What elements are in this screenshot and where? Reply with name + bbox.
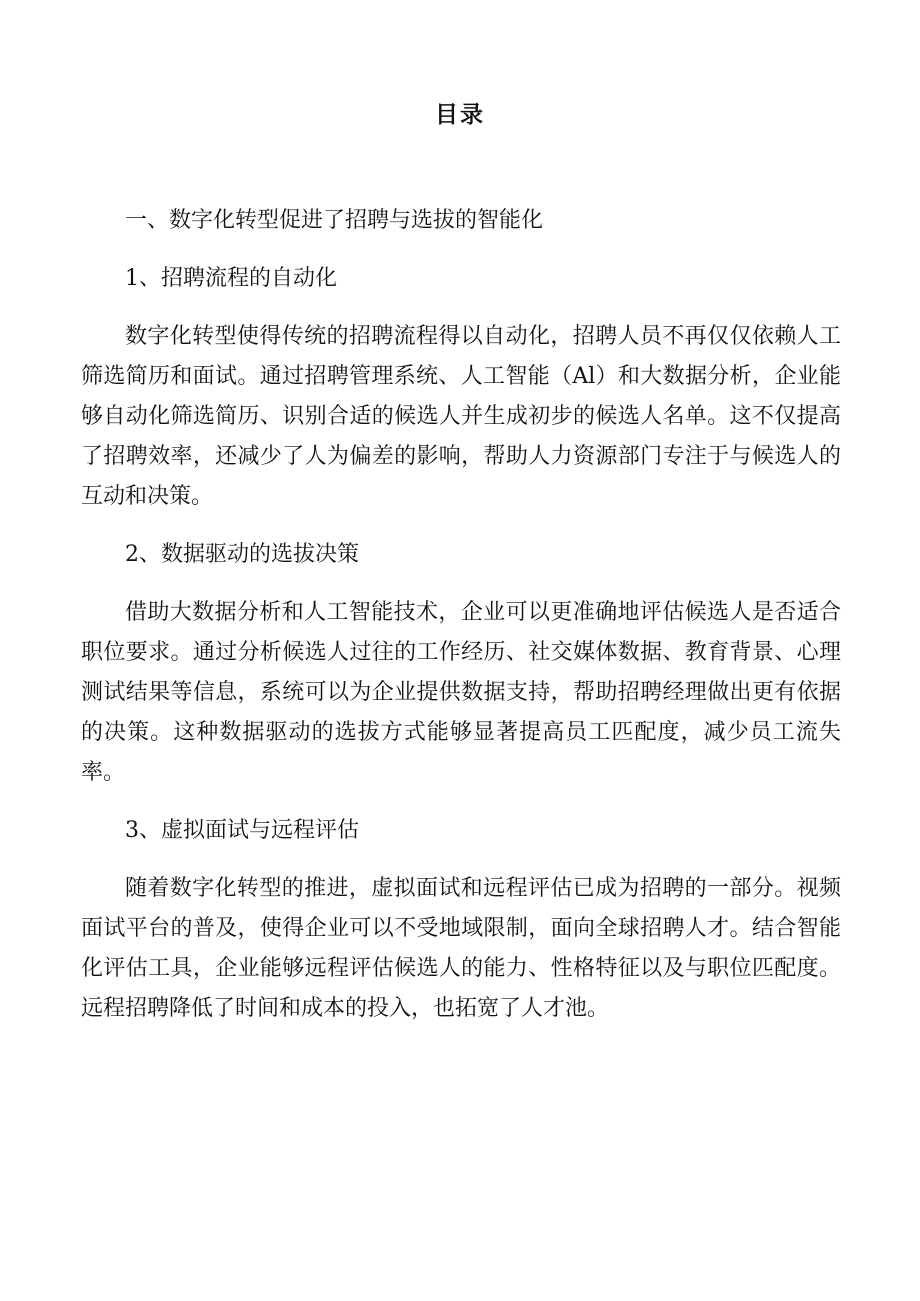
subsection-heading-1: 1、招聘流程的自动化 — [125, 266, 337, 291]
page-title: 目录 — [435, 101, 485, 128]
subsection-paragraph-3: 随着数字化转型的推进，虚拟面试和远程评估已成为招聘的一部分。视频面试平台的普及，使得企业可以不受地域限制，面向全球招聘人才。结合智能化评估工具，企业能够远程评估候选人的能力、性格特征以及与职位匹配度。远程招聘降低了时间和成本的投入，也拓宽了人才池。 — [81, 876, 841, 1021]
document-body — [81, 201, 841, 1030]
subsection-paragraph-2: 借助大数据分析和人工智能技术，企业可以更准确地评估候选人是否适合职位要求。通过分析候选人过往的工作经历、社交媒体数据、教育背景、心理测试结果等信息，系统可以为企业提供数据支持，帮助招聘经理做出更有依据的决策。这种数据驱动的选拔方式能够显著提高员工匹配度，减少员工流失率。 — [81, 600, 841, 785]
section-heading-1: 一、数字化转型促进了招聘与选拔的智能化 — [125, 208, 544, 233]
subsection-heading-3: 3、虚拟面试与远程评估 — [125, 818, 359, 843]
subsection-paragraph-1: 数字化转型使得传统的招聘流程得以自动化，招聘人员不再仅仅依赖人工筛选简历和面试。通过招聘管理系统、人工智能（Al）和大数据分析，企业能够自动化筛选简历、识别合适的候选人并生成初步的候选人名单。这不仅提高了招聘效率，还减少了人为偏差的影响，帮助人力资源部门专注于与候选人的互动和决策。 — [81, 324, 841, 509]
subsection-heading-2: 2、数据驱动的选拔决策 — [125, 542, 359, 567]
